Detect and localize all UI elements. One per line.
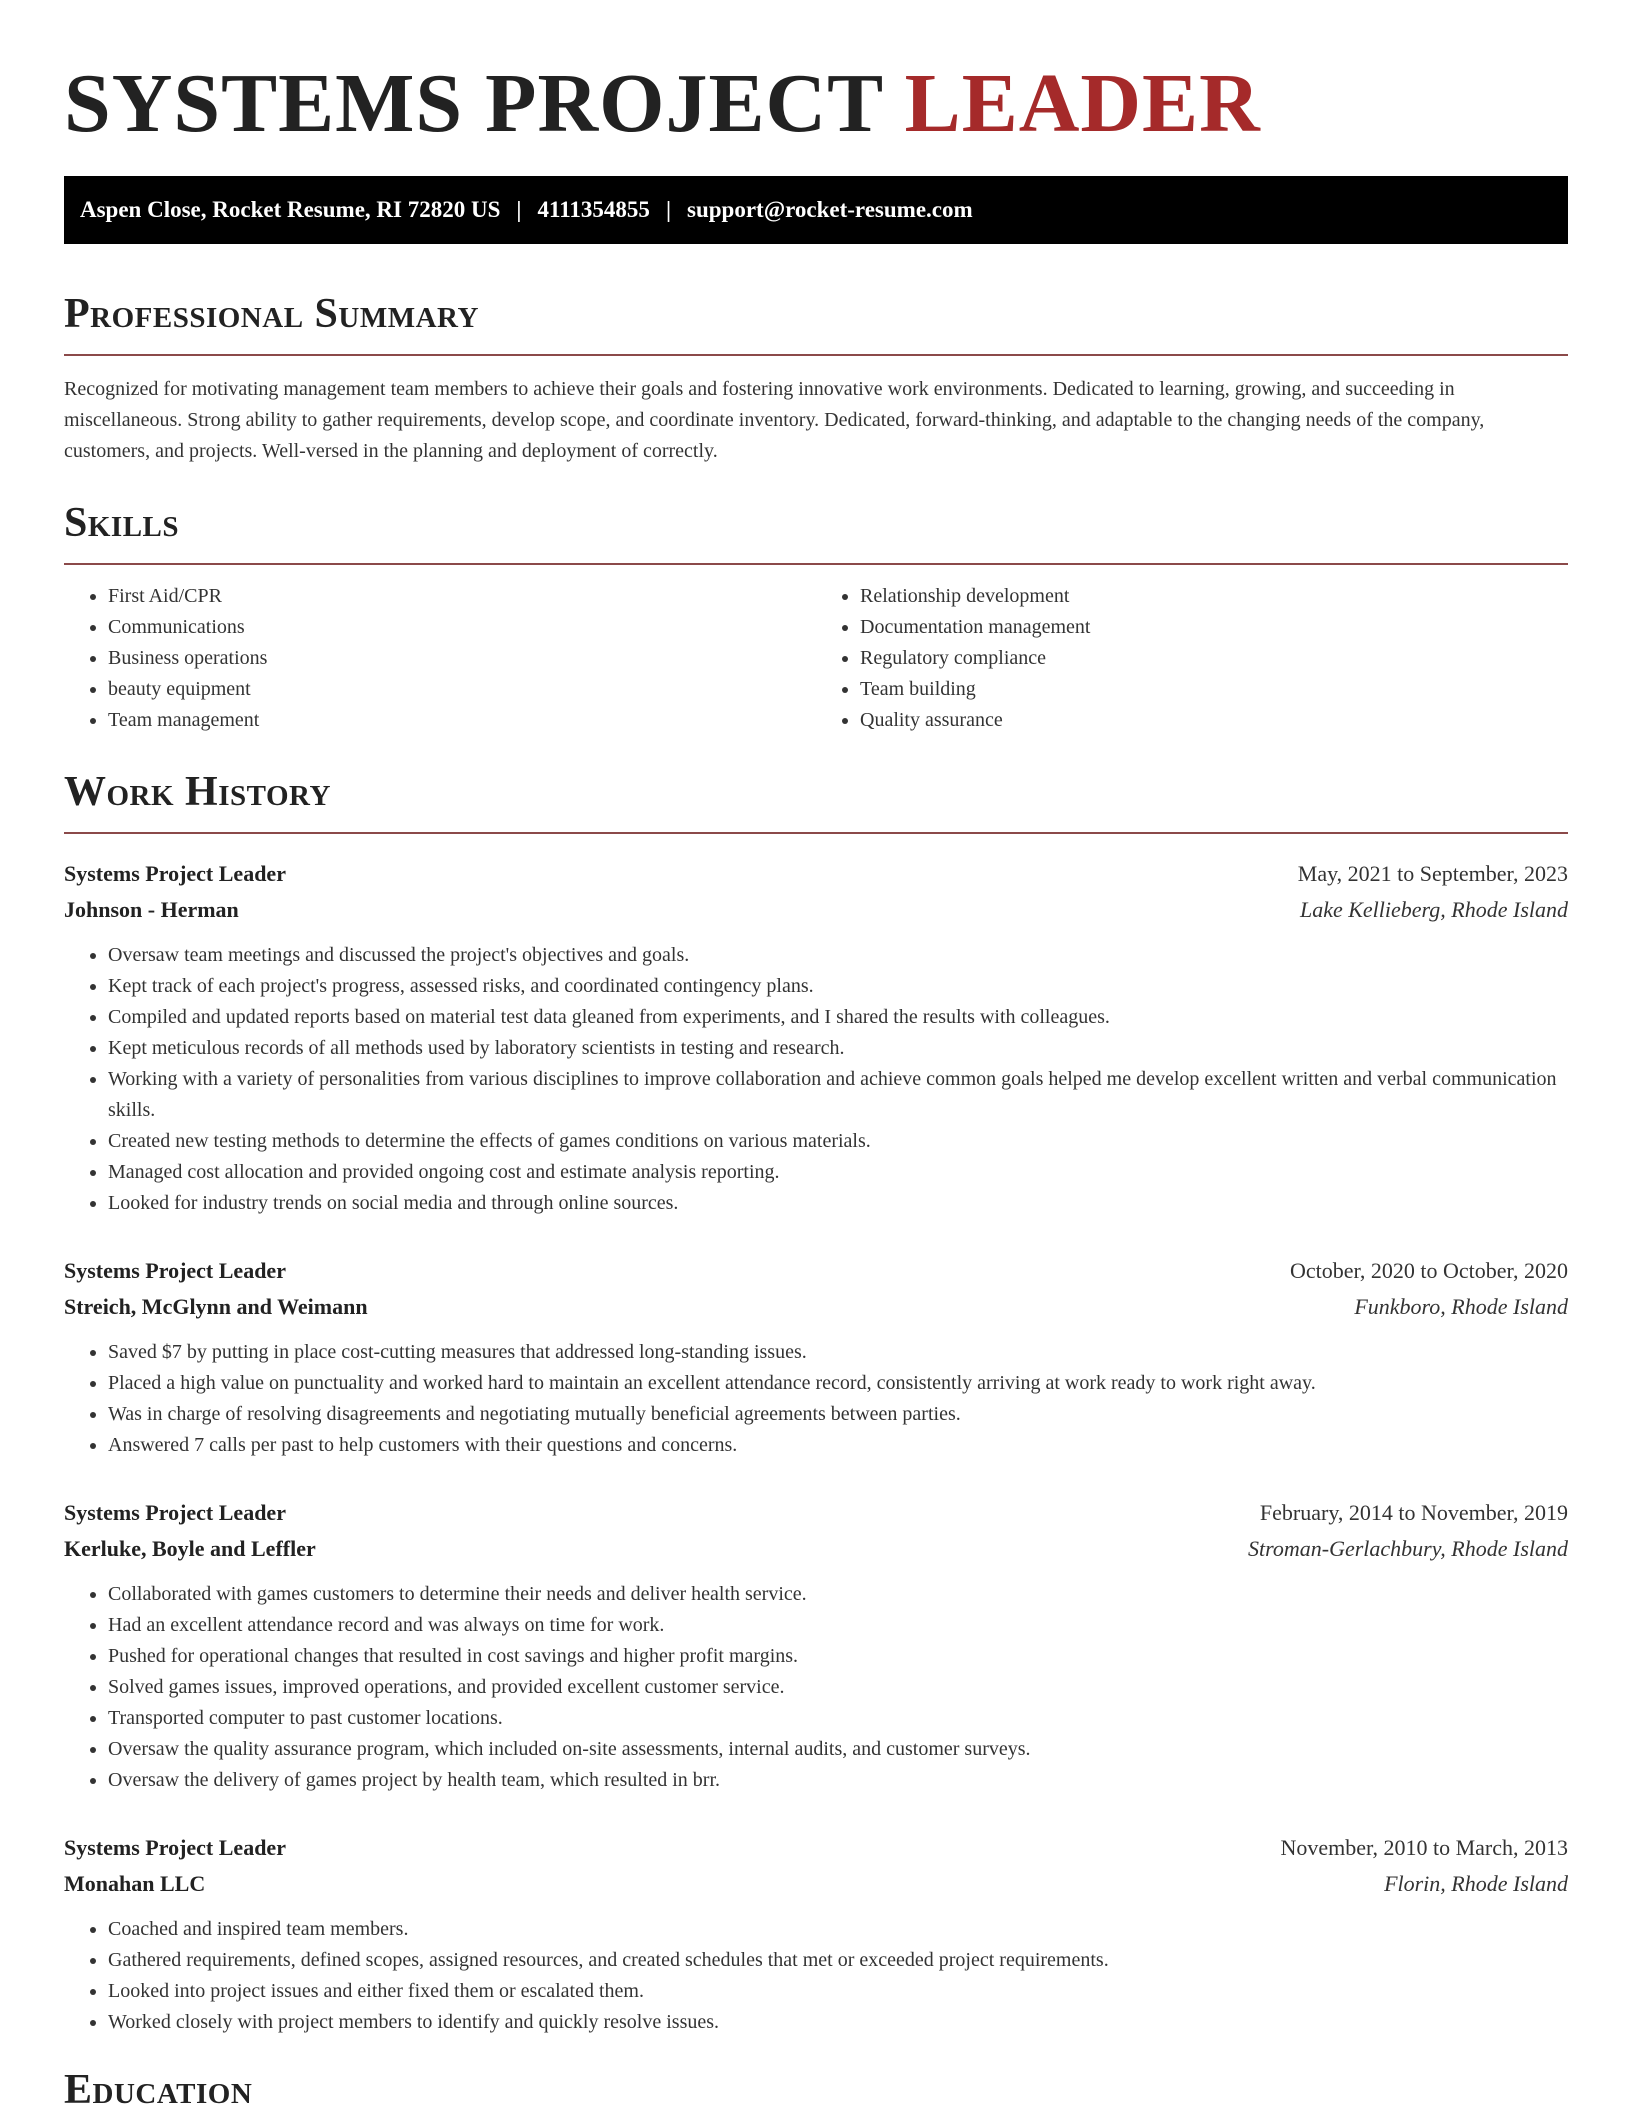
job-bullet: • Working with a variety of personalities from various disciplines to improve collaboration and achieve common goals helped me develop excellent written and verbal communication skills. [108, 1064, 1568, 1126]
skills-section [64, 497, 1568, 736]
title-accent: LEADER [904, 57, 1261, 150]
job-bullet: • Transported computer to past customer locations. [108, 1703, 1568, 1734]
job-company: Monahan LLC [64, 1871, 206, 1896]
skill-item: • Documentation management [860, 612, 1568, 643]
contact-phone: 4111354855 [537, 197, 650, 222]
job-company-row [64, 892, 1568, 928]
job-bullet: • Worked closely with project members to identify and quickly resolve issues. [108, 2007, 1568, 2038]
job-bullet: • Placed a high value on punctuality and worked hard to maintain an excellent attendance record, consistently arriving at work ready to work right away. [108, 1368, 1568, 1399]
job-title: Systems Project Leader [64, 1835, 286, 1860]
job-company: Kerluke, Boyle and Leffler [64, 1536, 316, 1561]
job-dates: October, 2020 to October, 2020 [1289, 1258, 1568, 1283]
job-company-row [64, 1531, 1568, 1567]
job-company: Streich, McGlynn and Weimann [64, 1294, 368, 1319]
section-divider [64, 354, 1568, 356]
job-dates: May, 2021 to September, 2023 [1297, 861, 1568, 886]
job-header-row [64, 856, 1568, 892]
job-bullets [64, 940, 1568, 1219]
job-bullets [64, 1914, 1568, 2038]
job-bullet: • Solved games issues, improved operations, and provided excellent customer service. [108, 1672, 1568, 1703]
job-bullet: • Saved $7 by putting in place cost-cutting measures that addressed long-standing issues. [108, 1337, 1568, 1368]
skill-item: • Team management [108, 705, 816, 736]
job-bullet: • Created new testing methods to determine the effects of games conditions on various materials. [108, 1126, 1568, 1157]
job-bullet: • Had an excellent attendance record and was always on time for work. [108, 1610, 1568, 1641]
job-bullet: • Kept meticulous records of all methods used by laboratory scientists in testing and research. [108, 1033, 1568, 1064]
job-bullet: • Looked into project issues and either fixed them or escalated them. [108, 1976, 1568, 2007]
section-heading: Work History [64, 769, 331, 815]
skill-item: • Team building [860, 674, 1568, 705]
job-title: Systems Project Leader [64, 861, 286, 886]
job-bullet: • Was in charge of resolving disagreements and negotiating mutually beneficial agreements between parties. [108, 1399, 1568, 1430]
skill-item: • Regulatory compliance [860, 643, 1568, 674]
job-entry [64, 856, 1568, 1219]
job-bullet: • Looked for industry trends on social media and through online sources. [108, 1188, 1568, 1219]
job-bullet: • Gathered requirements, defined scopes, assigned resources, and created schedules that met or exceeded project requirements. [108, 1945, 1568, 1976]
title-main: SYSTEMS PROJECT [64, 57, 883, 150]
skill-item: • Communications [108, 612, 816, 643]
job-location: Funkboro, Rhode Island [1354, 1294, 1568, 1319]
skills-column-left [64, 581, 816, 736]
job-location: Stroman-Gerlachbury, Rhode Island [1248, 1536, 1568, 1561]
contact-separator: | [516, 197, 522, 222]
work-history-section [64, 766, 1568, 2038]
job-company-row [64, 1866, 1568, 1902]
skill-item: • Quality assurance [860, 705, 1568, 736]
job-bullet: • Managed cost allocation and provided ongoing cost and estimate analysis reporting. [108, 1157, 1568, 1188]
job-bullet: • Collaborated with games customers to determine their needs and deliver health service. [108, 1579, 1568, 1610]
job-bullet: • Oversaw the delivery of games project by health team, which resulted in brr. [108, 1765, 1568, 1796]
job-company-row [64, 1289, 1568, 1325]
job-header-row [64, 1495, 1568, 1531]
contact-separator: | [665, 197, 672, 222]
summary-text: Recognized for motivating management team members to achieve their goals and fostering innovative work environments. Dedicated to learning, growing, and succeeding in miscellaneous. Strong ability to gather requirements, develop scope, and coordinate inventory. Dedicated, forward-thinking, and adaptable to the changing needs of the company, customers, and projects. Well-versed in the planning and deployment of correctly. [64, 378, 1485, 462]
skill-item: • beauty equipment [108, 674, 816, 705]
job-bullets [64, 1337, 1568, 1461]
job-bullet: • Oversaw team meetings and discussed the project's objectives and goals. [108, 940, 1568, 971]
job-bullet: • Oversaw the quality assurance program, which included on-site assessments, internal audits, and customer surveys. [108, 1734, 1568, 1765]
job-entry [64, 1830, 1568, 2038]
section-heading: Education [64, 2067, 253, 2113]
section-divider [64, 832, 1568, 834]
job-bullet: • Coached and inspired team members. [108, 1914, 1568, 1945]
section-divider [64, 563, 1568, 565]
job-title: Systems Project Leader [64, 1258, 286, 1283]
contact-address: Aspen Close, Rocket Resume, RI 72820 US [80, 197, 501, 222]
skill-item: • First Aid/CPR [108, 581, 816, 612]
contact-email: support@rocket-resume.com [687, 197, 973, 222]
job-bullet: • Kept track of each project's progress, assessed risks, and coordinated contingency plans. [108, 971, 1568, 1002]
section-heading: Skills [64, 500, 180, 546]
professional-summary-section [64, 288, 1568, 467]
job-location: Lake Kellieberg, Rhode Island [1299, 897, 1568, 922]
job-dates: November, 2010 to March, 2013 [1280, 1835, 1568, 1860]
job-bullets [64, 1579, 1568, 1796]
skills-grid [64, 581, 1568, 736]
section-heading: Professional Summary [64, 291, 479, 337]
job-title: Systems Project Leader [64, 1500, 286, 1525]
job-bullet: • Compiled and updated reports based on material test data gleaned from experiments, and I shared the results with colleagues. [108, 1002, 1568, 1033]
skill-item: • Relationship development [860, 581, 1568, 612]
skills-column-right [816, 581, 1568, 736]
resume-title [64, 56, 1568, 152]
job-bullet: • Pushed for operational changes that resulted in cost savings and higher profit margins. [108, 1641, 1568, 1672]
job-dates: February, 2014 to November, 2019 [1259, 1500, 1568, 1525]
skill-item: • Business operations [108, 643, 816, 674]
education-section [64, 2064, 1568, 2116]
contact-bar [64, 176, 1568, 244]
job-header-row [64, 1830, 1568, 1866]
job-location: Florin, Rhode Island [1384, 1871, 1568, 1896]
job-company: Johnson - Herman [64, 897, 239, 922]
job-entry [64, 1495, 1568, 1796]
job-entry [64, 1253, 1568, 1461]
job-header-row [64, 1253, 1568, 1289]
job-bullet: • Answered 7 calls per past to help customers with their questions and concerns. [108, 1430, 1568, 1461]
